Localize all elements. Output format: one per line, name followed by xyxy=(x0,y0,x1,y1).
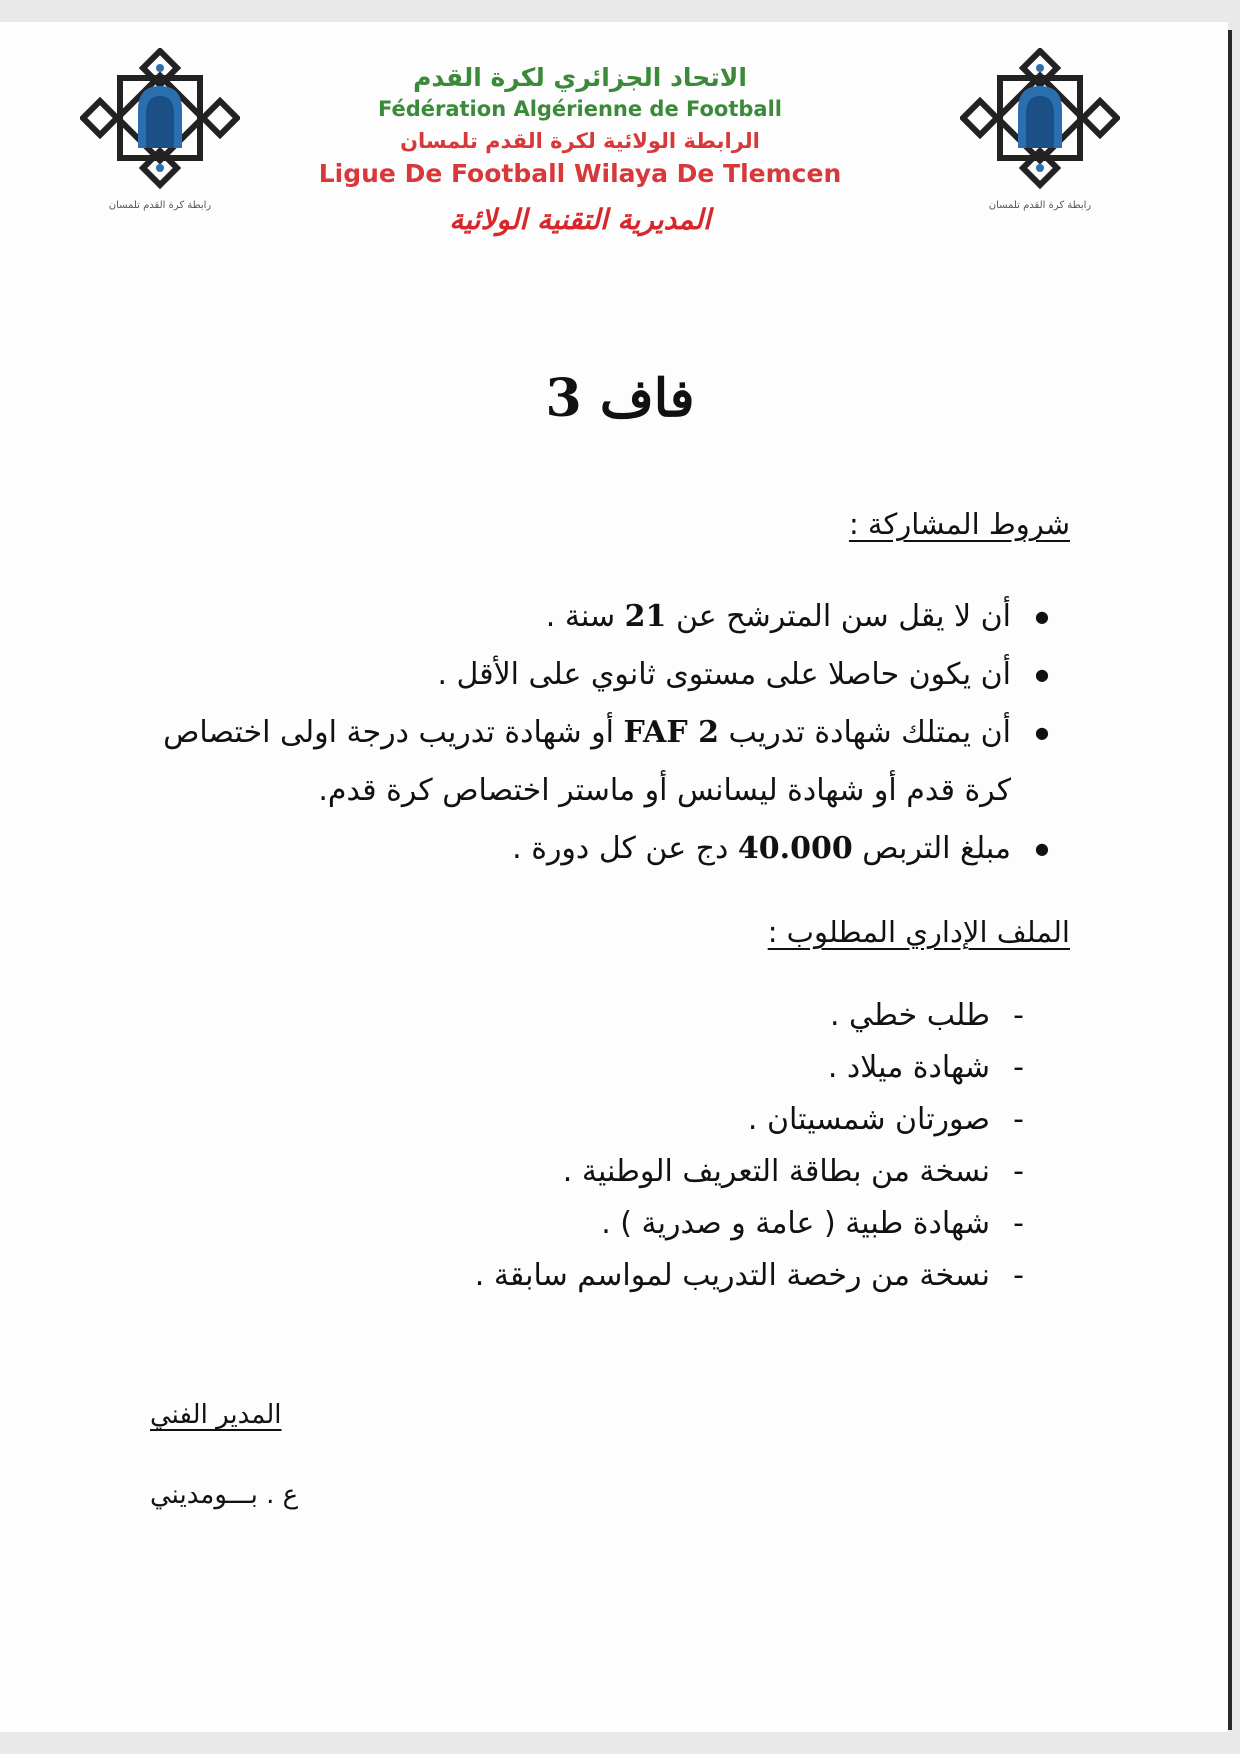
list-item: - صورتان شمسيتان . xyxy=(290,1094,990,1146)
list-item: - نسخة من بطاقة التعريف الوطنية . xyxy=(290,1146,990,1198)
league-logo-right xyxy=(960,48,1120,218)
conditions-list xyxy=(115,588,1015,878)
conditions-section xyxy=(150,504,1070,544)
letterhead xyxy=(270,62,890,240)
signature-name: ع . بـــومديني xyxy=(150,1480,299,1510)
documents-list xyxy=(290,990,990,1302)
league-name-ar: الرابطة الولائية لكرة القدم تلمسان xyxy=(400,129,760,153)
list-item: ● أن لا يقل سن المترشح عن 21 سنة . xyxy=(115,588,1015,646)
list-item: - نسخة من رخصة التدريب لمواسم سابقة . xyxy=(290,1250,990,1302)
documents-section xyxy=(150,912,1070,952)
league-emblem-icon xyxy=(80,48,240,198)
list-item: - شهادة طبية ( عامة و صدرية ) . xyxy=(290,1198,990,1250)
league-logo-left xyxy=(80,48,240,218)
scan-edge xyxy=(1228,30,1232,1730)
documents-heading: الملف الإداري المطلوب : xyxy=(767,915,1070,949)
federation-name-ar: الاتحاد الجزائري لكرة القدم xyxy=(413,63,747,92)
logo-caption: رابطة كرة القدم تلمسان xyxy=(108,200,212,211)
list-item: ● أن يمتلك شهادة تدريب FAF 2 أو شهادة تدريب درجة اولى اختصاص كرة قدم أو شهادة ليسانس أو ماستر اختصاص كرة قدم. xyxy=(115,704,1015,820)
league-emblem-icon xyxy=(960,48,1120,198)
list-item: ● أن يكون حاصلا على مستوى ثانوي على الأقل . xyxy=(115,646,1015,704)
federation-name-fr: Fédération Algérienne de Football xyxy=(377,97,782,121)
conditions-heading: شروط المشاركة : xyxy=(848,507,1070,541)
list-item: - طلب خطي . xyxy=(290,990,990,1042)
league-name-fr: Ligue De Football Wilaya De Tlemcen xyxy=(318,159,842,188)
logo-caption: رابطة كرة القدم تلمسان xyxy=(988,200,1092,211)
page-title: فاف 3 xyxy=(545,368,695,429)
list-item: - شهادة ميلاد . xyxy=(290,1042,990,1094)
list-item: ● مبلغ التربص 40.000 دج عن كل دورة . xyxy=(115,820,1015,878)
directorate-name-ar: المديرية التقنية الولائية xyxy=(449,203,711,236)
signature-title: المدير الفني xyxy=(150,1400,282,1430)
